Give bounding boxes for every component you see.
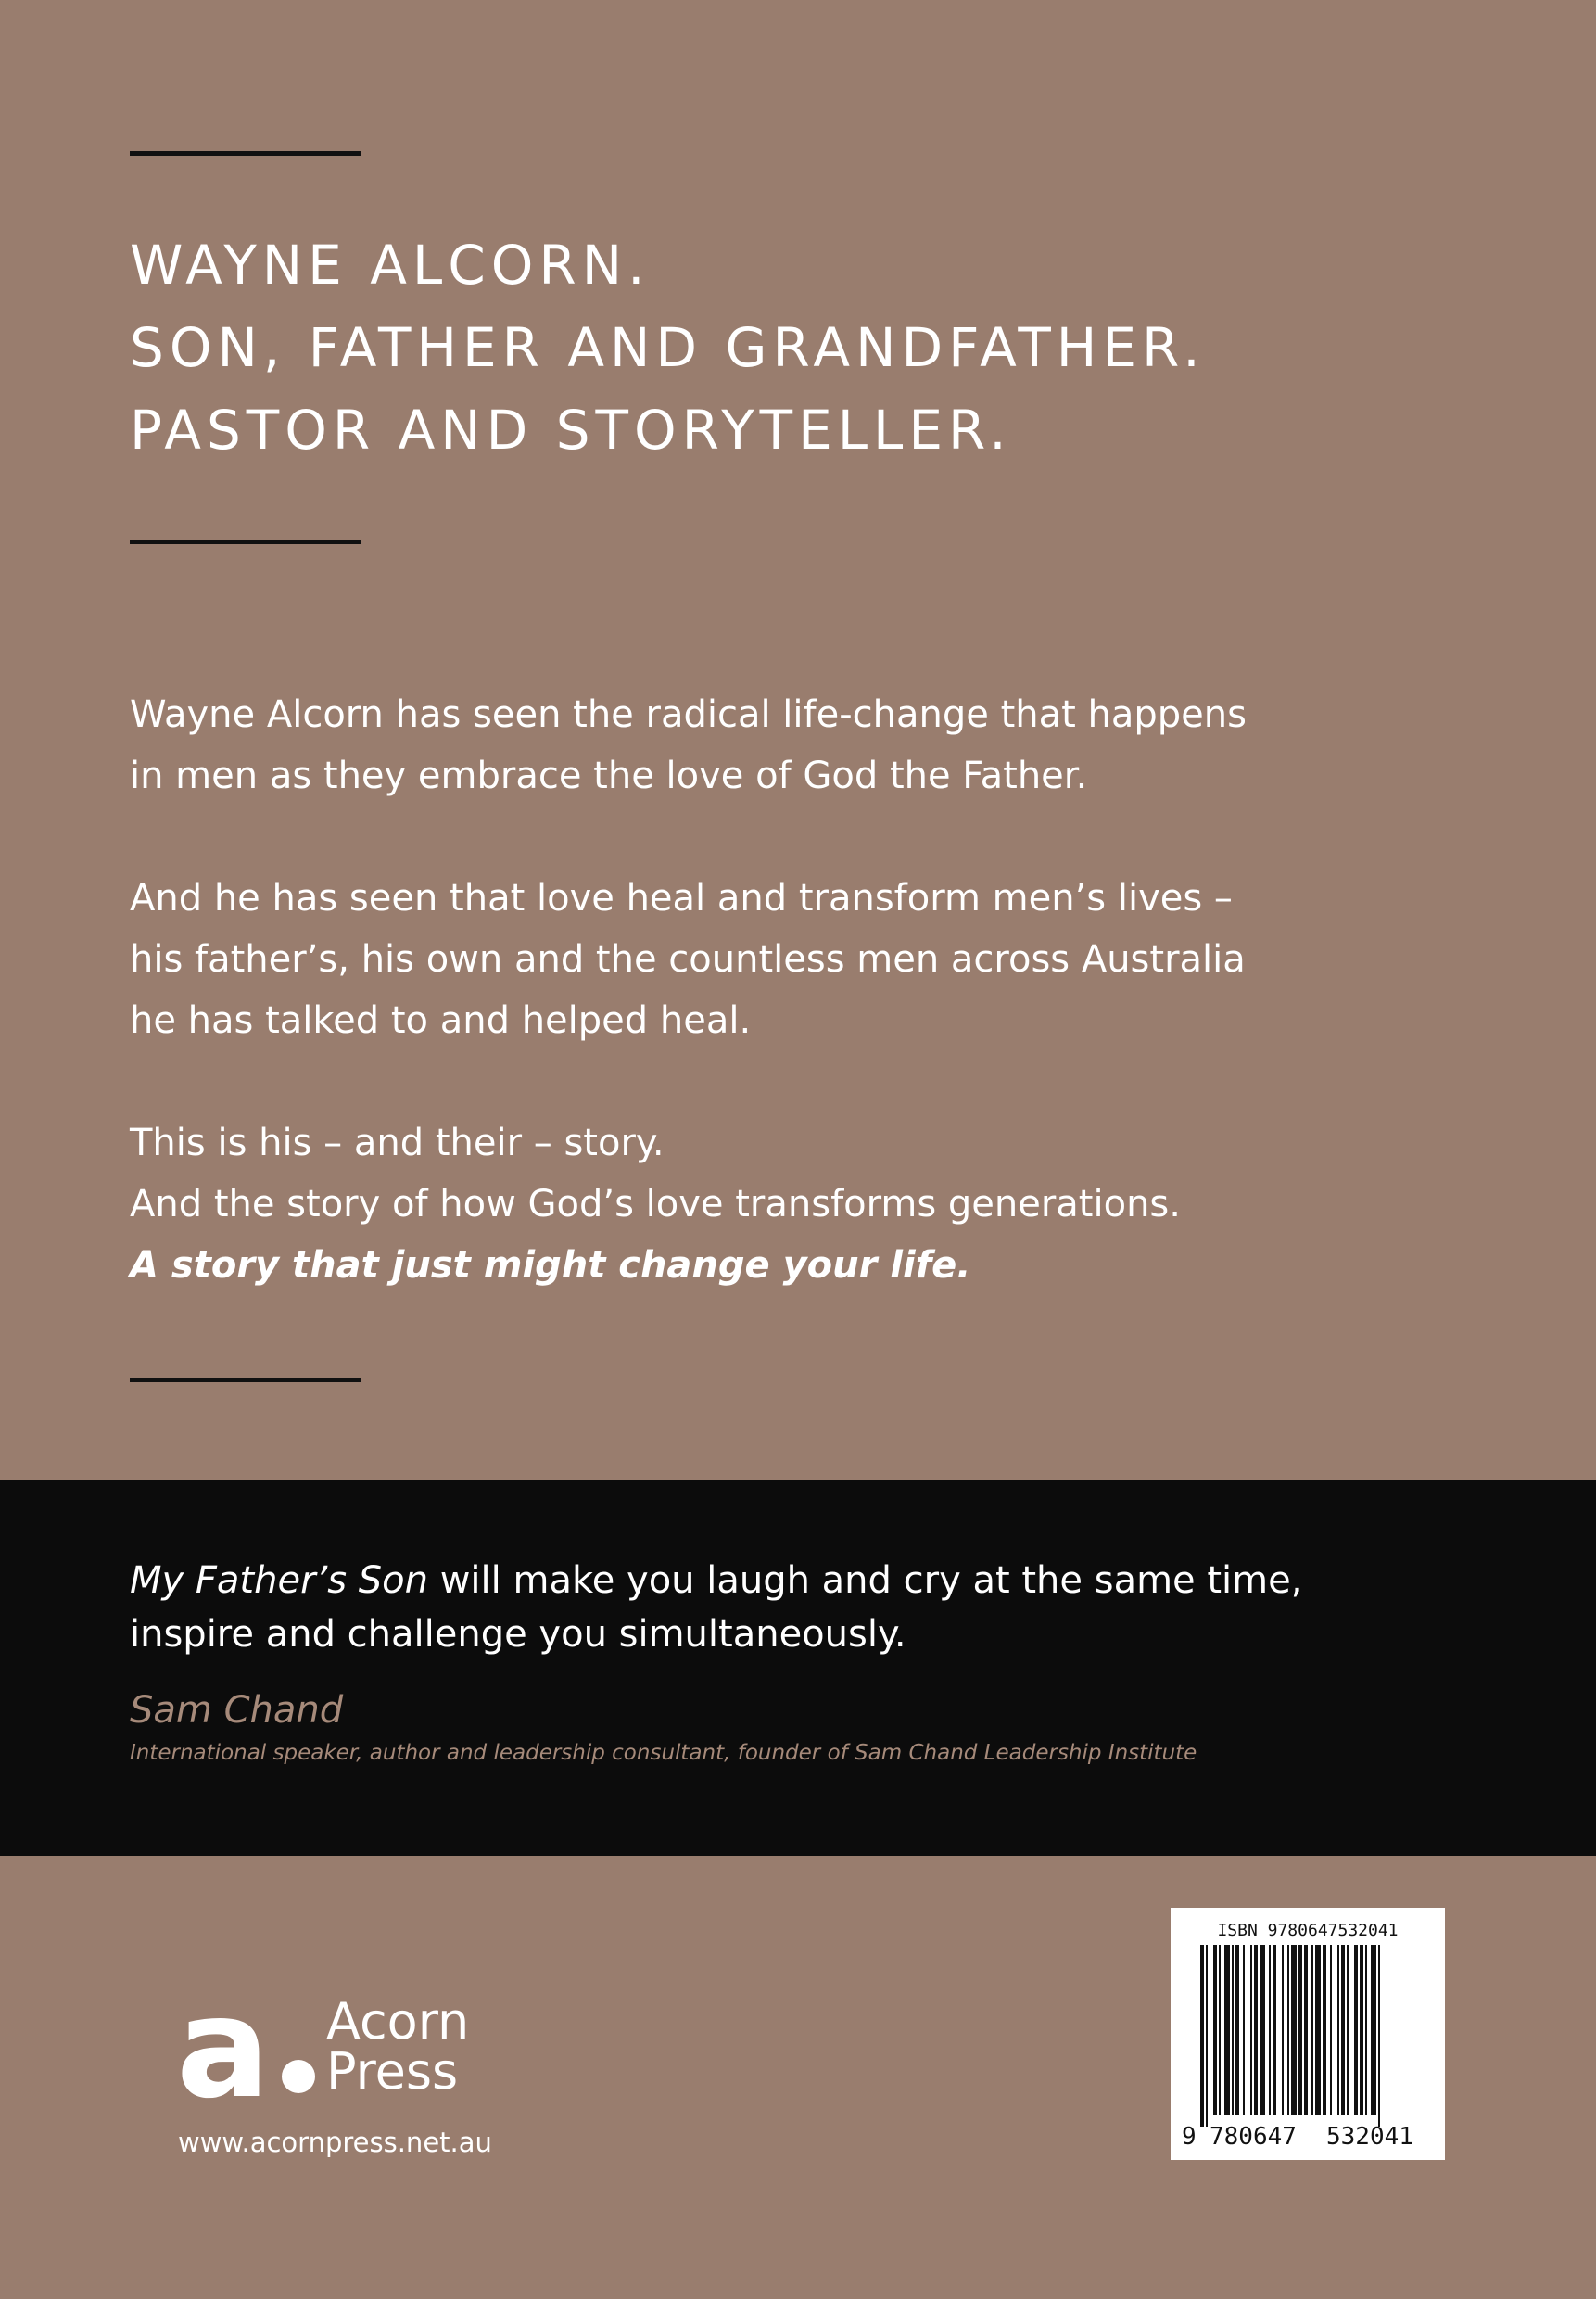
barcode-bar: [1291, 1945, 1297, 2115]
barcode-bar: [1330, 1945, 1332, 2115]
barcode-bar: [1273, 1945, 1276, 2115]
blurb: [130, 623, 1353, 1296]
isbn-barcode: [1171, 1908, 1445, 2160]
publisher-logo: [176, 1968, 510, 2129]
publisher-name-line1: Acorn: [326, 1992, 470, 2051]
endorsement-band: [0, 1480, 1596, 1856]
barcode-bar: [1304, 1945, 1308, 2115]
barcode-bar: [1365, 1945, 1367, 2115]
barcode-bar: [1371, 1945, 1376, 2115]
publisher-website: www.acornpress.net.au: [178, 2127, 492, 2158]
barcode-bar: [1282, 1945, 1284, 2115]
barcode-digits-left: 780647: [1210, 2123, 1297, 2151]
barcode-bar: [1243, 1945, 1245, 2115]
barcode-digit-first: 9: [1182, 2123, 1197, 2151]
blurb-line: he has talked to and helped heal.: [130, 999, 752, 1042]
blurb-line: This is his – and their – story.: [130, 1122, 665, 1164]
barcode-bar: [1337, 1945, 1339, 2115]
barcode-bar: [1232, 1945, 1234, 2115]
barcode-icon: [1178, 1945, 1438, 2130]
logo-dot-icon: [282, 2060, 315, 2093]
endorsement-quote: [130, 1554, 1302, 1661]
barcode-bar: [1323, 1945, 1326, 2115]
publisher-name-line2: Press: [326, 2042, 459, 2101]
isbn-label: ISBN 9780647532041: [1217, 1921, 1399, 1940]
divider-top: [130, 151, 361, 156]
barcode-bar: [1260, 1945, 1265, 2115]
blurb-line: And the story of how God’s love transforms generations.: [130, 1183, 1181, 1226]
barcode-bar: [1360, 1945, 1363, 2115]
divider-bottom: [130, 1378, 361, 1382]
barcode-bar: [1250, 1945, 1252, 2115]
headline-line: SON, FATHER AND GRANDFATHER.: [130, 316, 1206, 379]
barcode-bar: [1213, 1945, 1217, 2115]
barcode-bar: [1235, 1945, 1239, 2115]
headline-line: PASTOR AND STORYTELLER.: [130, 399, 1012, 462]
barcode-bar: [1347, 1945, 1349, 2115]
logo-letter-mark: a: [176, 1968, 271, 2129]
endorser-name: Sam Chand: [130, 1689, 344, 1732]
blurb-line: Wayne Alcorn has seen the radical life-change that happens: [130, 693, 1247, 736]
barcode-bar: [1287, 1945, 1289, 2115]
blurb-line: in men as they embrace the love of God the Father.: [130, 755, 1088, 797]
quote-line: [130, 1554, 1302, 1607]
barcode-bar: [1254, 1945, 1258, 2115]
barcode-bar: [1354, 1945, 1358, 2115]
barcode-bar: [1269, 1945, 1271, 2115]
blurb-line: And he has seen that love heal and transform men’s lives –: [130, 877, 1233, 920]
book-title: My Father’s Son: [130, 1559, 428, 1602]
headline: [130, 224, 1206, 472]
barcode-bar: [1200, 1945, 1204, 2127]
quote-line-rest: will make you laugh and cry at the same time,: [428, 1559, 1303, 1602]
blurb-line: his father’s, his own and the countless men across Australia: [130, 938, 1246, 981]
barcode-bar: [1224, 1945, 1230, 2115]
barcode-bar: [1219, 1945, 1221, 2115]
tagline: A story that just might change your life.: [130, 1244, 971, 1287]
barcode-bar: [1378, 1945, 1380, 2127]
quote-line: inspire and challenge you simultaneously.: [130, 1613, 906, 1656]
barcode-bar: [1315, 1945, 1321, 2115]
barcode-bar: [1311, 1945, 1313, 2115]
barcode-bar: [1206, 1945, 1208, 2127]
endorser-credit: International speaker, author and leadership consultant, founder of Sam Chand Leadership Institute: [130, 1741, 1197, 1765]
barcode-digits-right: 532041: [1326, 2123, 1413, 2151]
barcode-bar: [1341, 1945, 1345, 2115]
headline-line: WAYNE ALCORN.: [130, 234, 651, 297]
divider-middle: [130, 540, 361, 544]
barcode-bar: [1298, 1945, 1302, 2115]
